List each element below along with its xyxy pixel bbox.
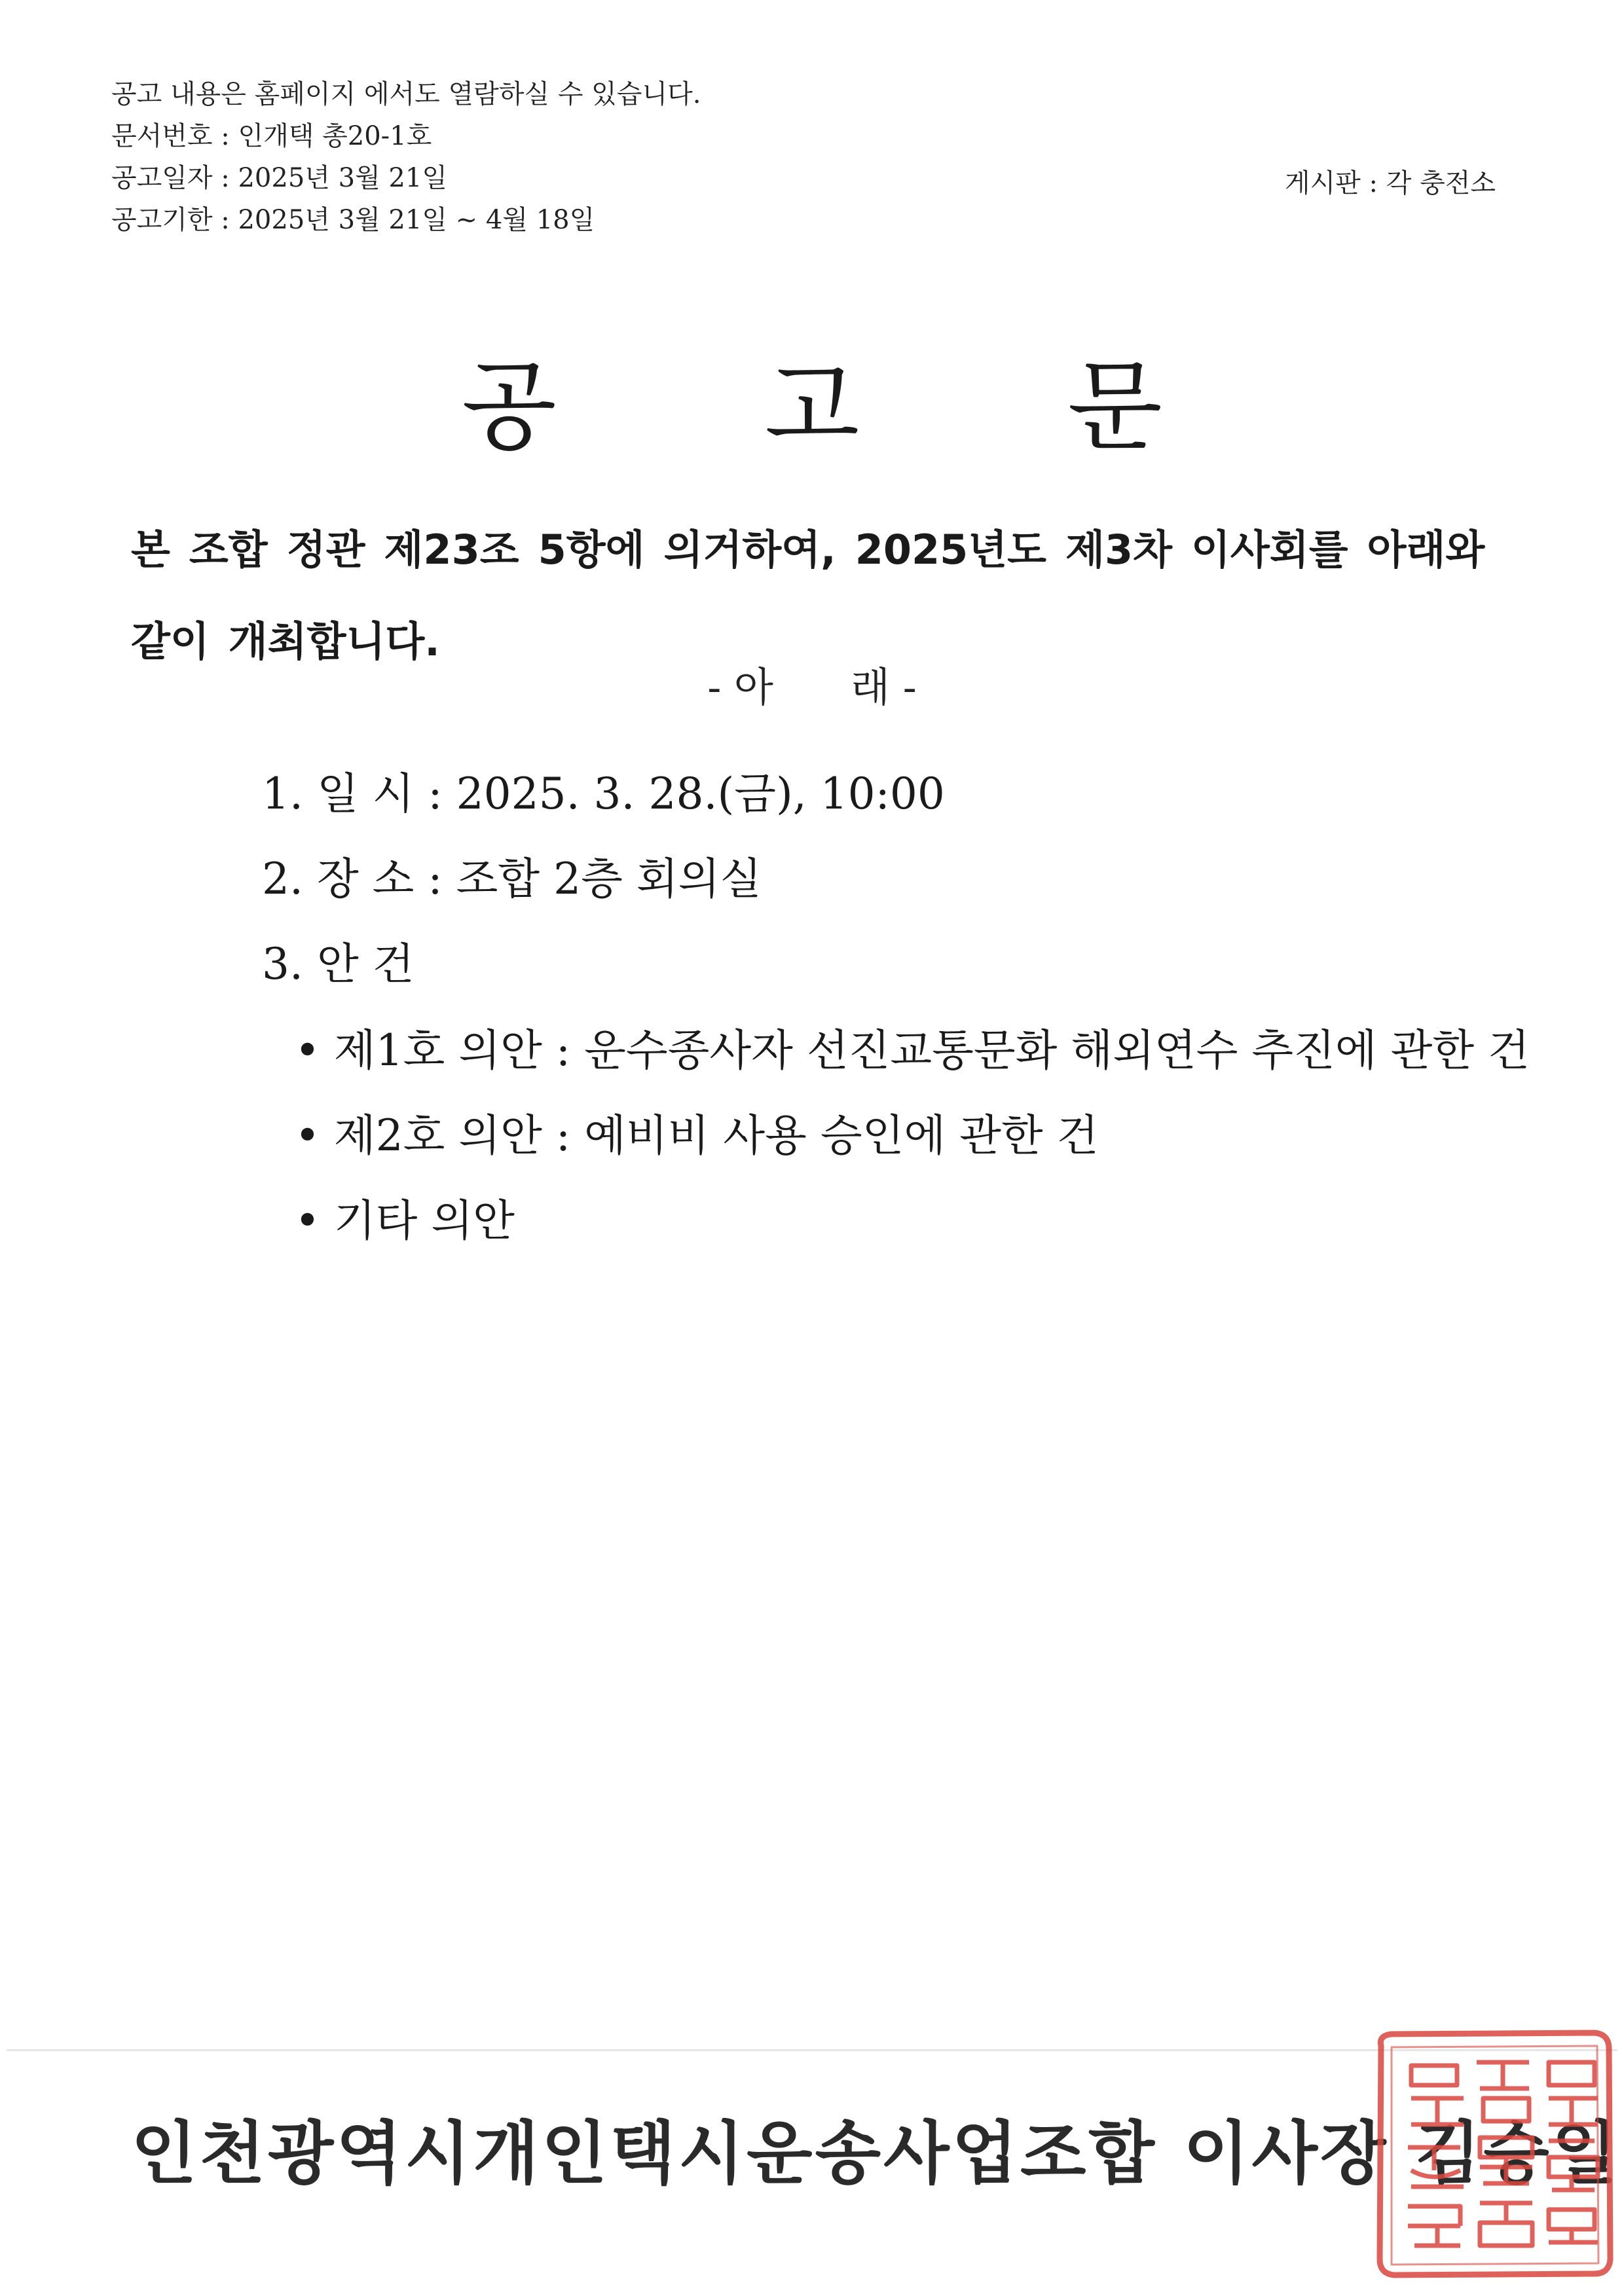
notice-period: 공고기한 : 2025년 3월 21일 ~ 4월 18일 [111,205,595,235]
page-title: 공 고 문 [461,350,1251,464]
meeting-details [262,752,945,1007]
signature: 인천광역시개인택시운송사업조합 이사장 김승일 [131,2113,1621,2193]
document-number: 문서번호 : 인개택 총20-1호 [111,121,432,151]
agenda-item: • 기타 의안 [295,1195,515,1246]
agenda-heading: 3. 안 건 [262,939,415,989]
notice-date: 공고일자 : 2025년 3월 21일 [111,163,447,193]
bulletin-board: 게시판 : 각 충전소 [1284,168,1496,198]
document-meta [111,73,701,241]
agenda-item: • 제1호 의안 : 운수종사자 선진교통문화 해외연수 추진에 관한 건 [295,1025,1530,1076]
intro-paragraph: 본 조합 정관 제23조 5항에 의거하여, 2025년도 제3차 이사회를 아래와 같이 개최합니다. [131,526,1485,665]
below-label: - 아 래 - [707,663,917,711]
agenda-list [295,1008,1530,1264]
official-seal [1372,2026,1617,2282]
agenda-item: • 제2호 의안 : 예비비 사용 승인에 관한 건 [295,1110,1099,1161]
meeting-datetime: 1. 일 시 : 2025. 3. 28.(금), 10:00 [262,769,945,819]
meeting-place: 2. 장 소 : 조합 2층 회의실 [262,854,762,904]
homepage-notice: 공고 내용은 홈페이지 에서도 열람하실 수 있습니다. [111,79,701,109]
